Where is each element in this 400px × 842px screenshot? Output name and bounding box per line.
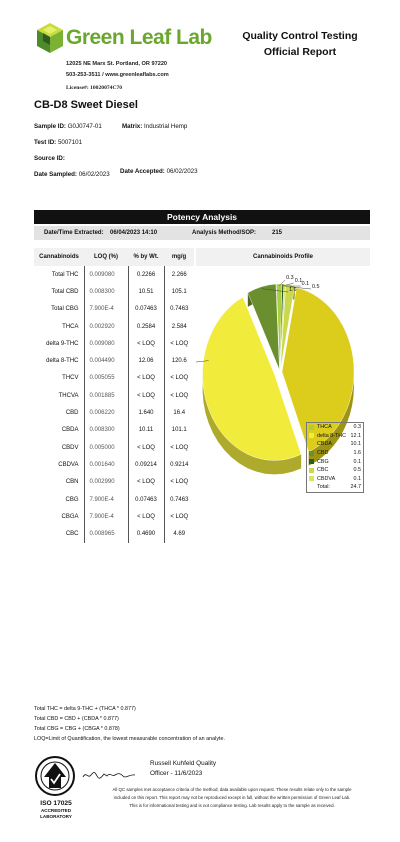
table-row	[34, 422, 194, 439]
table-row	[34, 370, 194, 387]
table-row	[34, 439, 194, 456]
legend-item	[307, 466, 363, 475]
legend-label: delta 8-THC	[317, 432, 347, 439]
legend-item	[307, 423, 363, 432]
legend-item	[307, 475, 363, 484]
test-id-label: Test ID:	[34, 139, 57, 146]
legend-label: CBD	[317, 450, 329, 457]
legend-label: CBDA	[317, 441, 332, 448]
mg-per-g-value: 2.584	[164, 318, 194, 335]
pct-by-wt-value: 0.4690	[128, 525, 164, 542]
total-cbg-note: Total CBG = CBG + (CBGA * 0.878)	[34, 726, 120, 732]
mg-per-g-value: < LOQ	[164, 387, 194, 404]
pct-by-wt-value: 0.09214	[128, 456, 164, 473]
cannabinoid-name: CBG	[65, 496, 79, 503]
table-row	[34, 266, 194, 283]
table-row	[34, 456, 194, 473]
cannabinoid-name: CBDA	[61, 427, 79, 434]
legend-swatch	[309, 433, 314, 438]
date-extracted-value: 06/04/2023 14:10	[110, 230, 158, 236]
matrix-value: Industrial Hemp	[144, 123, 188, 130]
cannabinoid-name: Total THC	[51, 271, 79, 278]
legend-value: 0.1	[353, 475, 361, 482]
cannabinoid-name: THCV	[62, 375, 79, 382]
slice-data-label: 0.1	[301, 281, 310, 287]
legend-swatch	[309, 468, 314, 473]
col-loq: LOQ (%)	[84, 248, 128, 266]
cannabinoid-name: delta 8-THC	[46, 358, 79, 365]
date-accepted	[120, 168, 198, 175]
report-title: Quality Control Testing	[242, 30, 358, 42]
extraction-info-bar	[34, 226, 370, 240]
loq-note: LOQ=Limit of Quantification, the lowest measurable concentration of an analyte.	[34, 736, 226, 742]
loq-value: 0.008965	[84, 525, 128, 542]
legend-total-value: 24.7	[350, 484, 361, 491]
loq-value: 0.006220	[84, 404, 128, 421]
mg-per-g-value: 16.4	[164, 404, 194, 421]
legend-swatch	[309, 425, 314, 430]
mg-per-g-value: 105.1	[164, 283, 194, 300]
sample-id	[34, 123, 102, 130]
mg-per-g-value: < LOQ	[164, 474, 194, 491]
loq-value: 0.008300	[84, 283, 128, 300]
date-sampled	[34, 171, 110, 178]
loq-value: 0.005055	[84, 370, 128, 387]
test-id-value: 5007101	[57, 139, 83, 146]
pct-by-wt-value: 0.07463	[128, 301, 164, 318]
pct-by-wt-value: 10.51	[128, 283, 164, 300]
table-row	[34, 335, 194, 352]
legend-label: CBDVA	[317, 475, 336, 482]
loq-value: 0.002920	[84, 318, 128, 335]
cannabinoids-profile-title: Cannabinoids Profile	[196, 248, 370, 266]
slice-data-label: 0.5	[312, 284, 320, 290]
pie-legend	[306, 422, 364, 493]
test-id	[34, 139, 82, 146]
pct-by-wt-value: < LOQ	[128, 370, 164, 387]
matrix-label: Matrix:	[122, 123, 143, 130]
mg-per-g-value: 2.266	[164, 266, 194, 283]
cannabinoid-name: CBDVA	[58, 461, 79, 468]
table-row	[34, 352, 194, 369]
col-cannabinoids: Cannabinoids	[34, 248, 84, 266]
iso-accredited: ACCREDITED	[40, 808, 72, 813]
date-extracted-label: Date/Time Extracted:	[44, 230, 104, 236]
source-id	[34, 155, 65, 162]
loq-value: 7.900E-4	[84, 301, 128, 318]
loq-value: 7.900E-4	[84, 491, 128, 508]
sample-id-value: G0J0747-01	[67, 123, 102, 130]
disclaimer-line-3: This is for informational testing and is not compliance testing. Lab results apply to the sample as received.	[129, 803, 335, 808]
mg-per-g-value: 4.69	[164, 525, 194, 542]
iso-laboratory: LABORATORY	[40, 814, 72, 819]
legend-value: 12.1	[350, 432, 361, 439]
iso-accreditation-seal-icon	[34, 755, 76, 799]
table-row	[34, 301, 194, 318]
lab-contact: 503-253-3511 / www.greenleaflabs.com	[66, 72, 169, 78]
cannabinoid-name: CBDV	[61, 444, 79, 451]
mg-per-g-value: 101.1	[164, 422, 194, 439]
lab-name: Green Leaf Lab	[66, 26, 212, 49]
product-name: CB-D8 Sweet Diesel	[34, 99, 138, 111]
table-row	[34, 508, 194, 525]
pct-by-wt-value: 0.07463	[128, 491, 164, 508]
green-leaf-lab-logo-icon	[36, 22, 64, 54]
col-pct-by-wt: % by Wt.	[128, 248, 164, 266]
cannabinoid-table	[34, 248, 194, 543]
iso-standard: ISO 17025	[40, 800, 72, 807]
loq-value: 0.008300	[84, 422, 128, 439]
loq-value: 0.002990	[84, 474, 128, 491]
pct-by-wt-value: 12.06	[128, 352, 164, 369]
table-row	[34, 525, 194, 542]
legend-item	[307, 449, 363, 458]
loq-value: 0.001640	[84, 456, 128, 473]
pct-by-wt-value: 1.640	[128, 404, 164, 421]
pct-by-wt-value: < LOQ	[128, 387, 164, 404]
cannabinoid-name: Total CBD	[51, 288, 79, 295]
cannabinoid-name: delta 9-THC	[46, 340, 79, 347]
cannabinoid-name: CBD	[65, 410, 79, 417]
total-cbd-note: Total CBD = CBD + (CBDA * 0.877)	[34, 716, 119, 722]
disclaimer-line-2: included on this report. This report may not be reproduced except in full, without the written permission of Green Leaf Lab.	[113, 795, 351, 800]
total-thc-note: Total THC = delta 9-THC + (THCA * 0.877)	[34, 706, 136, 712]
loq-value: 0.009080	[84, 266, 128, 283]
potency-analysis-banner: Potency Analysis	[34, 210, 370, 224]
table-row	[34, 387, 194, 404]
table-row	[34, 404, 194, 421]
legend-total-spacer	[309, 485, 314, 490]
table-row	[34, 474, 194, 491]
loq-value: 7.900E-4	[84, 508, 128, 525]
legend-value: 0.1	[353, 458, 361, 465]
pct-by-wt-value: 0.2266	[128, 266, 164, 283]
loq-value: 0.009080	[84, 335, 128, 352]
matrix	[122, 123, 187, 130]
loq-value: 0.001885	[84, 387, 128, 404]
legend-item	[307, 432, 363, 441]
method-label: Analysis Method/SOP:	[192, 230, 257, 236]
date-accepted-label: Date Accepted:	[120, 168, 165, 175]
loq-value: 0.004490	[84, 352, 128, 369]
mg-per-g-value: 0.9214	[164, 456, 194, 473]
legend-swatch	[309, 459, 314, 464]
cannabinoid-name: THCA	[62, 323, 79, 330]
table-row	[34, 318, 194, 335]
mg-per-g-value: < LOQ	[164, 370, 194, 387]
col-mg-per-g: mg/g	[164, 248, 194, 266]
cannabinoid-table-body	[34, 266, 194, 543]
date-accepted-value: 06/02/2023	[166, 168, 198, 175]
mg-per-g-value: < LOQ	[164, 439, 194, 456]
legend-value: 1.6	[353, 450, 361, 457]
legend-value: 0.5	[353, 467, 361, 474]
slice-data-label: 0.3	[286, 275, 294, 281]
lab-address: 12025 NE Marx St. Portland, OR 97220	[66, 61, 168, 67]
table-header-row	[34, 248, 194, 266]
cannabinoid-name: Total CBG	[51, 306, 79, 313]
table-row	[34, 283, 194, 300]
disclaimer-line-1: All QC samples met acceptance criteria of the method; data available upon request. These results relate only to the sample	[112, 787, 352, 792]
legend-label: THCA	[317, 424, 332, 431]
legend-item	[307, 440, 363, 449]
mg-per-g-value: 120.6	[164, 352, 194, 369]
pct-by-wt-value: < LOQ	[128, 439, 164, 456]
legend-total-label: Total:	[317, 484, 330, 491]
method-value: 215	[272, 230, 283, 236]
legend-value: 10.1	[350, 441, 361, 448]
signer-name: Russell Kuhfeld Quality	[150, 760, 217, 767]
legend-value: 0.3	[353, 424, 361, 431]
legend-total	[307, 483, 363, 492]
mg-per-g-value: 0.7463	[164, 301, 194, 318]
cannabinoid-name: CBC	[65, 531, 79, 538]
pct-by-wt-value: < LOQ	[128, 508, 164, 525]
pct-by-wt-value: < LOQ	[128, 335, 164, 352]
slice-data-label: 1.6	[288, 287, 297, 293]
signer-role: Officer - 11/6/2023	[150, 770, 203, 777]
mg-per-g-value: < LOQ	[164, 508, 194, 525]
date-sampled-value: 06/02/2023	[78, 171, 110, 178]
mg-per-g-value: 0.7463	[164, 491, 194, 508]
loq-value: 0.005000	[84, 439, 128, 456]
legend-swatch	[309, 451, 314, 456]
legend-swatch	[309, 442, 314, 447]
pct-by-wt-value: 10.11	[128, 422, 164, 439]
cannabinoid-name: CBN	[65, 479, 79, 486]
source-id-label: Source ID:	[34, 155, 65, 162]
cannabinoid-name: CBGA	[61, 513, 79, 520]
legend-swatch	[309, 476, 314, 481]
legend-label: CBG	[317, 458, 329, 465]
date-sampled-label: Date Sampled:	[34, 171, 77, 178]
signature-icon	[82, 770, 136, 780]
cannabinoid-name: THCVA	[58, 392, 79, 399]
mg-per-g-value: < LOQ	[164, 335, 194, 352]
legend-label: CBC	[317, 467, 329, 474]
report-subtitle: Official Report	[263, 46, 337, 58]
legend-item	[307, 457, 363, 466]
lab-license: License#: 10020074C70	[66, 85, 123, 91]
table-row	[34, 491, 194, 508]
slice-data-label: 0.1	[294, 278, 303, 284]
pct-by-wt-value: < LOQ	[128, 474, 164, 491]
sample-id-label: Sample ID:	[34, 123, 66, 130]
pct-by-wt-value: 0.2584	[128, 318, 164, 335]
